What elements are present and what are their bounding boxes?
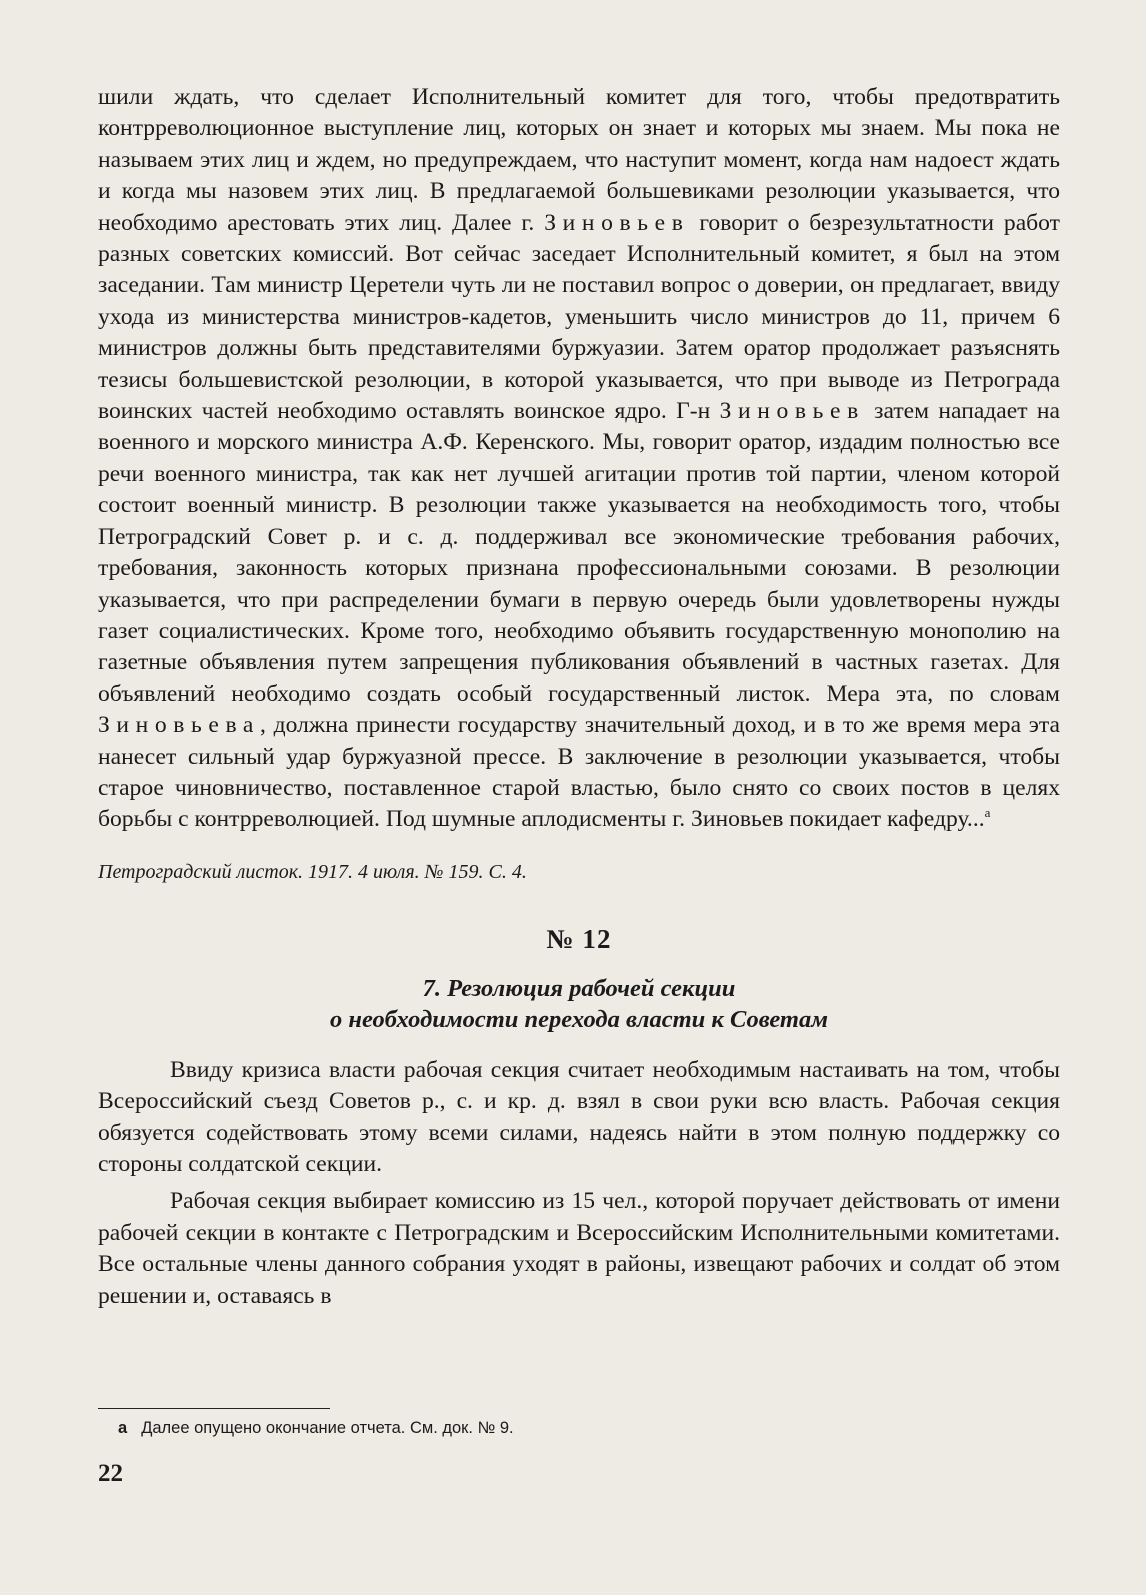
footnote <box>118 1417 1018 1439</box>
resolution-paragraph: Рабочая секция выбирает комиссию из 15 чел., которой поручает действовать от имени рабочей секции в контакте с Петроградским и Всероссийским Исполнительными комитетами. Все остальные члены данного собрания уходят в районы, извещают рабочих и солдат об этом решении и, оставаясь в <box>98 1188 1060 1309</box>
page-number: 22 <box>98 1460 123 1487</box>
document-number: № 12 <box>546 923 612 954</box>
speaker-name: Зиновьев <box>544 209 690 236</box>
footnote-text: Далее опущено окончание отчета. См. док. № 9. <box>141 1419 514 1437</box>
footnote-reference: а <box>984 805 991 821</box>
document-title <box>98 973 1060 1035</box>
paragraph-fragment: шили ждать, что сделает Исполнительный комитет для того, чтобы предотвратить контрреволюционное выступление лиц, которых он знает и которых мы знаем. Мы пока не называем этих лиц и ждем, но предупреждаем, что наступит момент, когда нам надоест ждать и когда мы назовем этих лиц. В предлагаемой большевиками резолюции указывается, что необходимо арестовать этих лиц. Далее г. <box>98 84 1060 236</box>
text-column <box>98 82 1060 1312</box>
document-title-line: 7. Резолюция рабочей секции <box>422 974 736 1002</box>
footnote-mark: а <box>118 1419 128 1437</box>
paragraph-fragment: говорит о безрезультатности работ разных советских комиссий. Вот сейчас заседает Исполнительный комитет, я был на этом заседании. Там министр Церетели чуть ли не поставил вопрос о доверии, он предлагает, ввиду ухода из министерства министров-кадетов, уменьшить число министров до 11, причем 6 министров должны быть представителями буржуазии. Затем оратор продолжает разъяснять тезисы большевистской резолюции, в которой указывается, что при выводе из Петрограда воинских частей необходимо оставлять воинское ядро. Г-н <box>98 209 1060 425</box>
speaker-name: Зиновьев <box>719 398 865 425</box>
report-text <box>98 82 1060 836</box>
resolution-text <box>98 1055 1060 1312</box>
footnote-divider <box>98 1408 330 1409</box>
speaker-name: Зиновьева <box>98 712 261 739</box>
document-title-line: о необходимости перехода власти к Советам <box>329 1005 828 1033</box>
resolution-paragraph: Ввиду кризиса власти рабочая секция считает необходимым настаивать на том, чтобы Всероссийский съезд Советов р., с. и кр. д. взял в свои руки всю власть. Рабочая секция обязуется содействовать этому всеми силами, надеясь найти в этом полную поддержку со стороны солдатской секции. <box>98 1056 1060 1177</box>
report-paragraph <box>98 82 1060 836</box>
paragraph-fragment: затем нападает на военного и морского министра А.Ф. Керенского. Мы, говорит оратор, издадим полностью все речи военного министра, так как нет лучшей агитации против той партии, членом которой состоит военный министр. В резолюции также указывается на необходимость того, чтобы Петроградский Совет р. и с. д. поддерживал все экономические требования рабочих, требования, законность которых признана профессиональными союзами. В резолюции указывается, что при распределении бумаги в первую очередь были удовлетворены нужды газет социалистических. Кроме того, необходимо объявить государственную монополию на газетные объявления путем запрещения публикования объявлений в частных газетах. Для объявлений необходимо создать особый государственный листок. Мера эта, по словам <box>98 398 1060 707</box>
source-citation: Петроградский листок. 1917. 4 июля. № 159. С. 4. <box>98 860 527 883</box>
paragraph-fragment: , должна принести государству значительный доход, и в то же время мера эта нанесет сильный удар буржуазной прессе. В заключение в резолюции указывается, чтобы старое чиновничество, поставленное старой властью, было снято со своих постов в целях борьбы с контрреволюцией. Под шумные аплодисменты г. Зиновьев покидает кафедру... <box>98 712 1060 833</box>
